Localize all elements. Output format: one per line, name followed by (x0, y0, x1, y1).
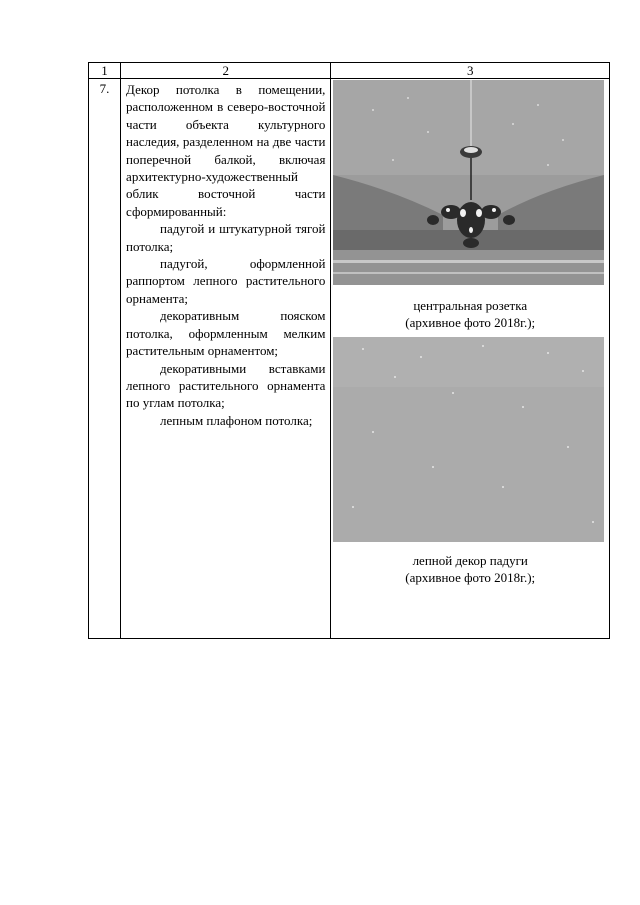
header-col-1: 1 (89, 63, 121, 79)
header-col-2: 2 (121, 63, 331, 79)
central-rosette-photo (333, 80, 604, 285)
description-item: падугой и штукатурной тягой потолка; (126, 221, 326, 254)
description-item: лепным плафоном потолка; (160, 412, 313, 428)
row-description (121, 79, 331, 639)
row-number: 7. (89, 79, 121, 639)
caption-note: (архивное фото 2018г.); (405, 315, 536, 330)
header-col-3: 3 (331, 63, 610, 79)
header-row (89, 63, 610, 79)
cornice-decor-photo (333, 337, 604, 542)
row-images (331, 79, 610, 639)
description-intro: Декор потолка в помещении, расположенном в северо-восточной части объекта культурного наследия, разделенном на две части поперечной балкой, включая архитектурно-художественный облик восточной части сформированный: (126, 82, 326, 219)
description-item: падугой, оформленной раппортом лепного растительного орнамента; (126, 256, 326, 306)
table-row (89, 79, 610, 639)
photo-caption (331, 552, 609, 586)
description-item: декоративным пояском потолка, оформленным мелким растительным орнаментом; (126, 308, 326, 359)
heritage-table (88, 62, 610, 639)
caption-note: (архивное фото 2018г.); (405, 570, 536, 585)
caption-title: центральная розетка (413, 298, 528, 313)
photo-caption (331, 297, 609, 337)
caption-title: лепной декор падуги (412, 553, 528, 568)
description-item: декоративными вставками лепного растительного орнамента по углам потолка; (126, 360, 326, 411)
